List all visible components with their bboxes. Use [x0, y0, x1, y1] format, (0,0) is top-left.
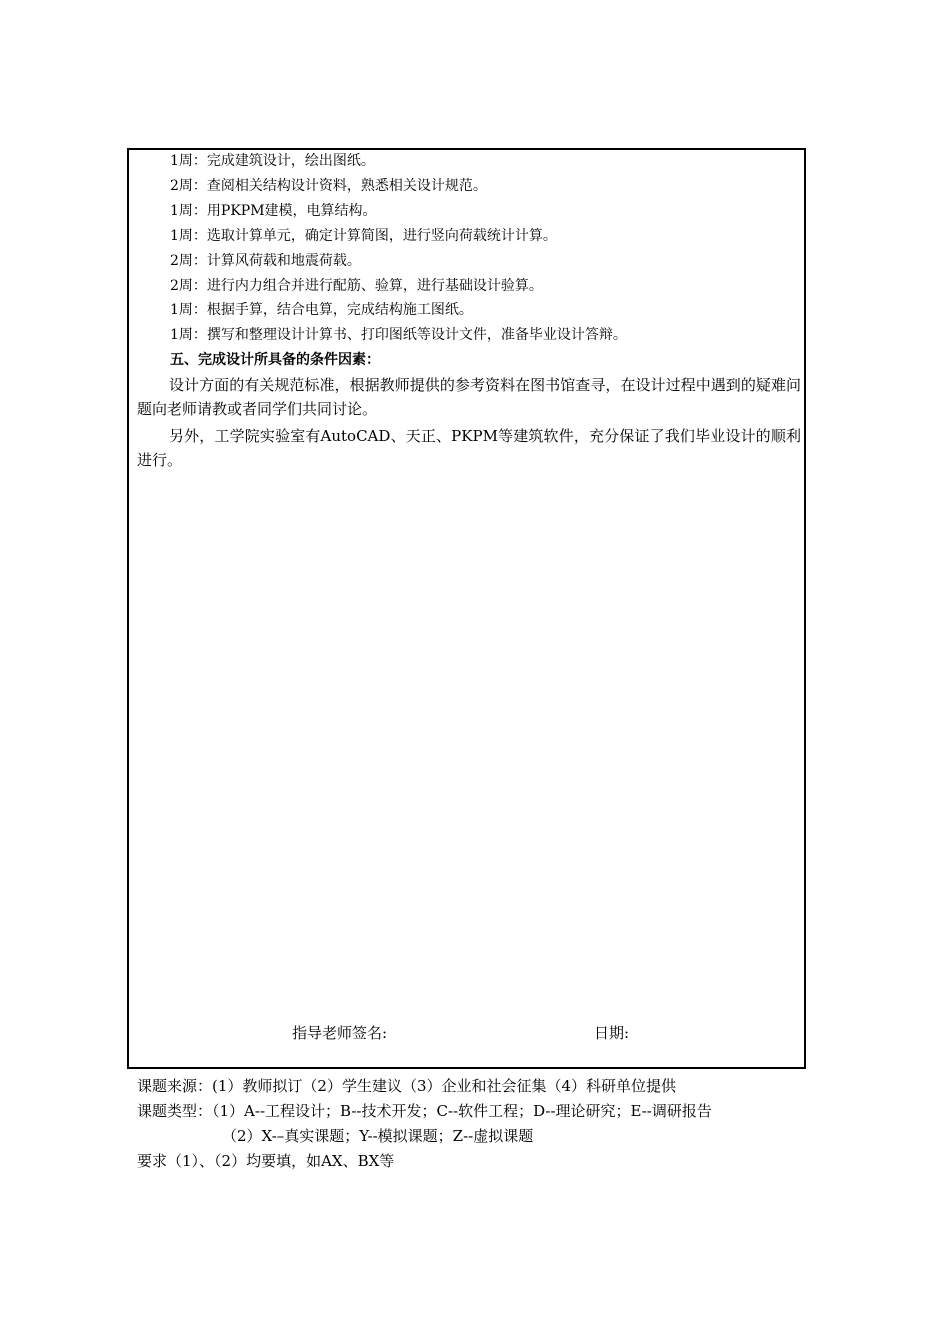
schedule-item: 1周：撰写和整理设计计算书、打印图纸等设计文件，准备毕业设计答辩。 — [170, 327, 627, 343]
footer-type-line1: 课题类型：（1）A--工程设计；B--技术开发；C--软件工程；D--理论研究；E--调研报告 — [137, 1102, 712, 1120]
footer-source: 课题来源：(1）教师拟订（2）学生建议（3）企业和社会征集（4）科研单位提供 — [137, 1077, 677, 1095]
date-label: 日期: — [594, 1024, 630, 1042]
schedule-item: 1周：用PKPM建模，电算结构。 — [170, 203, 377, 219]
schedule-item: 2周：计算风荷载和地震荷载。 — [170, 253, 361, 269]
footer-type-line2: （2）X-–真实课题；Y--模拟课题；Z--虚拟课题 — [222, 1127, 534, 1145]
advisor-signature-label: 指导老师签名: — [292, 1024, 388, 1042]
paragraph-software: 另外，工学院实验室有AutoCAD、天正、PKPM等建筑软件，充分保证了我们毕业设计的顺利进行。 — [137, 427, 801, 469]
paragraph-standards: 设计方面的有关规范标准，根据教师提供的参考资料在图书馆查寻，在设计过程中遇到的疑难问题向老师请教或者同学们共同讨论。 — [137, 376, 801, 418]
schedule-item: 1周：完成建筑设计，绘出图纸。 — [170, 153, 375, 169]
schedule-item: 2周：查阅相关结构设计资料，熟悉相关设计规范。 — [170, 178, 487, 194]
footer-requirement: 要求（1）、（2）均要填，如AX、BX等 — [137, 1152, 395, 1170]
schedule-item: 1周：选取计算单元，确定计算简图，进行竖向荷载统计计算。 — [170, 228, 557, 244]
schedule-item: 1周：根据手算，结合电算，完成结构施工图纸。 — [170, 302, 473, 318]
schedule-item: 2周：进行内力组合并进行配筋、验算，进行基础设计验算。 — [170, 278, 543, 294]
section-heading: 五、完成设计所具备的条件因素： — [170, 352, 380, 368]
